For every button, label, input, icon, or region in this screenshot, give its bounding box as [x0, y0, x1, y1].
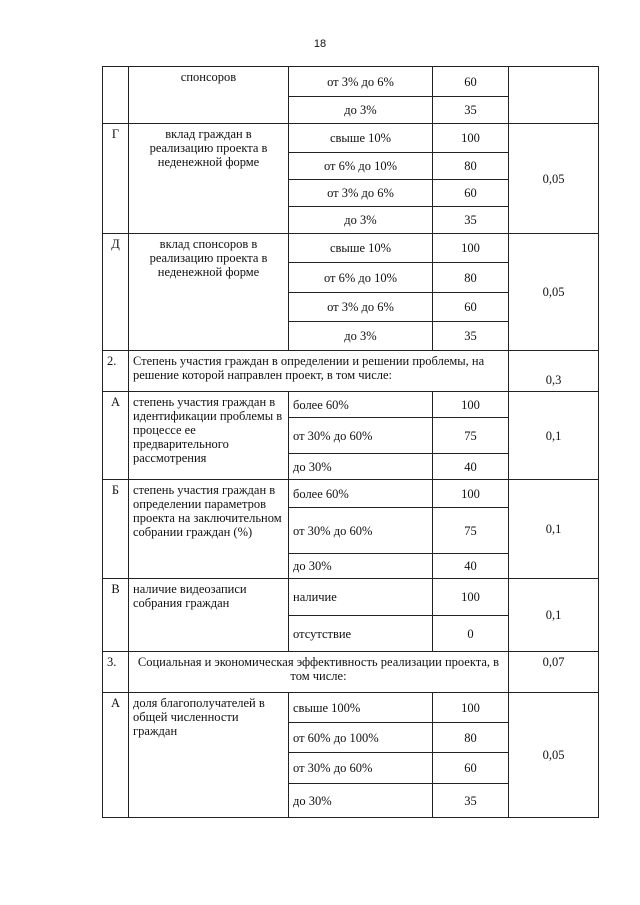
criterion-weight: 0,05 — [509, 234, 599, 351]
criterion-range: отсутствие — [289, 616, 433, 652]
criterion-range: от 60% до 100% — [289, 723, 433, 753]
criterion-letter: В — [103, 579, 129, 652]
criterion-score: 60 — [433, 753, 509, 784]
criterion-score: 80 — [433, 263, 509, 293]
criterion-letter: А — [103, 392, 129, 480]
criterion-score: 0 — [433, 616, 509, 652]
criterion-range: до 30% — [289, 454, 433, 480]
criterion-letter: Д — [103, 234, 129, 351]
criterion-range: до 3% — [289, 207, 433, 234]
section-title: Социальная и экономическая эффективность реализации проекта, в том числе: — [129, 652, 509, 693]
criterion-name: степень участия граждан в идентификации проблемы в процессе ее предварительного рассмотрения — [129, 392, 289, 480]
page-number: 18 — [313, 38, 327, 50]
criterion-range: от 3% до 6% — [289, 293, 433, 322]
criterion-range: от 30% до 60% — [289, 753, 433, 784]
criteria-table-body — [103, 67, 599, 818]
criterion-score: 35 — [433, 322, 509, 351]
criterion-weight: 0,1 — [509, 480, 599, 579]
criterion-score: 75 — [433, 508, 509, 554]
criterion-range: более 60% — [289, 392, 433, 418]
criterion-range: до 3% — [289, 97, 433, 124]
criterion-range: от 6% до 10% — [289, 153, 433, 180]
criterion-letter: Г — [103, 124, 129, 234]
criterion-letter: Б — [103, 480, 129, 579]
criterion-score: 60 — [433, 293, 509, 322]
criterion-weight: 0,1 — [509, 392, 599, 480]
section-row — [103, 351, 599, 392]
criterion-score: 100 — [433, 234, 509, 263]
criterion-score: 75 — [433, 418, 509, 454]
criterion-weight: 0,05 — [509, 124, 599, 234]
criteria-table — [102, 66, 599, 818]
criterion-score: 35 — [433, 784, 509, 818]
section-number: 3. — [103, 652, 129, 693]
section-weight: 0,07 — [509, 652, 599, 693]
criterion-name: наличие видеозаписи собрания граждан — [129, 579, 289, 652]
section-title: Степень участия граждан в определении и решении проблемы, на решение которой направлен проект, в том числе: — [129, 351, 509, 392]
criterion-score: 60 — [433, 180, 509, 207]
criterion-row — [103, 234, 599, 263]
criterion-range: свыше 10% — [289, 234, 433, 263]
criterion-range: наличие — [289, 579, 433, 616]
criterion-score: 80 — [433, 153, 509, 180]
criterion-score: 40 — [433, 554, 509, 579]
criterion-range: более 60% — [289, 480, 433, 508]
criterion-score: 40 — [433, 454, 509, 480]
criterion-name: доля благополучателей в общей численности граждан — [129, 693, 289, 818]
criterion-letter — [103, 67, 129, 124]
criterion-row — [103, 124, 599, 153]
section-weight: 0,3 — [509, 351, 599, 392]
criterion-name: вклад спонсоров в реализацию проекта в неденежной форме — [129, 234, 289, 351]
criterion-name: вклад граждан в реализацию проекта в неденежной форме — [129, 124, 289, 234]
criterion-score: 100 — [433, 124, 509, 153]
criterion-row — [103, 67, 599, 97]
criterion-row — [103, 579, 599, 616]
criterion-range: до 30% — [289, 554, 433, 579]
criterion-row — [103, 480, 599, 508]
criterion-name: спонсоров — [129, 67, 289, 124]
criterion-score: 100 — [433, 693, 509, 723]
criterion-score: 60 — [433, 67, 509, 97]
criterion-weight — [509, 67, 599, 124]
criterion-range: до 30% — [289, 784, 433, 818]
criterion-score: 80 — [433, 723, 509, 753]
criterion-range: свыше 100% — [289, 693, 433, 723]
criterion-range: от 30% до 60% — [289, 418, 433, 454]
criterion-weight: 0,05 — [509, 693, 599, 818]
criterion-score: 100 — [433, 480, 509, 508]
criterion-letter: А — [103, 693, 129, 818]
criterion-score: 100 — [433, 579, 509, 616]
criterion-range: свыше 10% — [289, 124, 433, 153]
criterion-weight: 0,1 — [509, 579, 599, 652]
section-row — [103, 652, 599, 693]
criterion-range: от 30% до 60% — [289, 508, 433, 554]
criterion-score: 35 — [433, 97, 509, 124]
criterion-range: от 3% до 6% — [289, 180, 433, 207]
criterion-row — [103, 693, 599, 723]
criterion-range: до 3% — [289, 322, 433, 351]
criterion-score: 100 — [433, 392, 509, 418]
criterion-row — [103, 392, 599, 418]
criterion-range: от 3% до 6% — [289, 67, 433, 97]
criterion-name: степень участия граждан в определении параметров проекта на заключительном собрании граждан (%) — [129, 480, 289, 579]
section-number: 2. — [103, 351, 129, 392]
criterion-range: от 6% до 10% — [289, 263, 433, 293]
criterion-score: 35 — [433, 207, 509, 234]
